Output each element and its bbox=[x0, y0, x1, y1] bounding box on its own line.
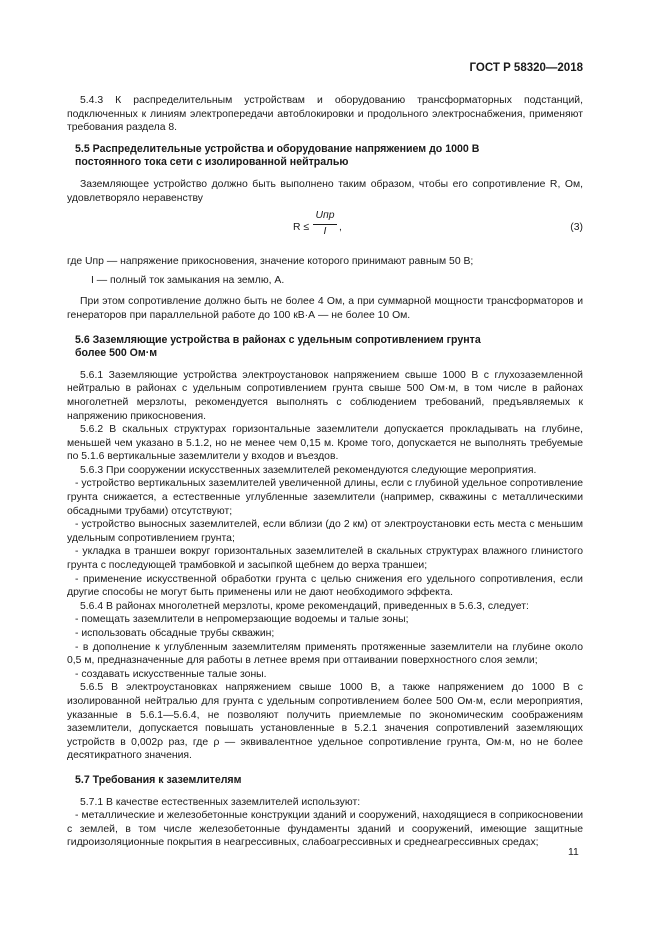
formula-denominator: I bbox=[323, 225, 327, 237]
formula-numerator: Uпр bbox=[313, 209, 337, 225]
where-line-2: I — полный ток замыкания на землю, А. bbox=[91, 274, 285, 286]
list-item: - применение искусственной обработки грунта с целью снижения его удельного сопротивления, если другие способы не могут быть применены или не дают необходимого эффекта. bbox=[67, 573, 583, 599]
list-item: - в дополнение к углубленным заземлителям применять протяженные заземлители на глубине около 0,5 м, предназначенные для работы в летнее время при оттаивании поверхностного слоя земли; bbox=[67, 641, 583, 667]
formula-lhs: R ≤ bbox=[293, 222, 310, 234]
list-item: - устройство выносных заземлителей, если вблизи (до 2 км) от электроустановки есть места с меньшим удельным сопротивлением грунта; bbox=[67, 519, 583, 544]
clause-5-7-1: 5.7.1 В качестве естественных заземлителей используют: bbox=[80, 796, 361, 808]
list-item: - металлические и железобетонные конструкции зданий и сооружений, находящиеся в соприкосновении с землей, в том числе железобетонные фундаменты зданий и сооружений, имеющие защитные гидроизоляционные покрытия в неагрессивных, слабоагрессивных и среднеагрессивных средах; bbox=[67, 810, 583, 849]
list-item: - создавать искусственные талые зоны. bbox=[75, 668, 267, 680]
page-number: 11 bbox=[568, 847, 579, 858]
clause-5-6-1: 5.6.1 Заземляющие устройства электроустановок напряжением свыше 1000 В с глухозаземленной нейтралью в районах с удельным сопротивлением грунта свыше 500 Ом·м, в том числе в районах многолетней мерзлоты, рекомендуется выполнять с соблюдением требований, предъявляемых к напряжению прикосновения. bbox=[67, 369, 583, 422]
list-item: - помещать заземлители в непромерзающие водоемы и талые зоны; bbox=[75, 614, 409, 626]
paragraph-5-5-limits: При этом сопротивление должно быть не более 4 Ом, а при суммарной мощности трансформаторов и генераторов при параллельной работе до 100 кВ·А — не более 10 Ом. bbox=[67, 296, 583, 321]
formula-tail: , bbox=[339, 222, 342, 234]
clause-5-4-3: 5.4.3 К распределительным устройствам и оборудованию трансформаторных подстанций, подключенных к линиям электропередачи автоблокировки и продольного электроснабжения, применяют требования раздела 8. bbox=[67, 95, 583, 134]
clause-5-6-5: 5.6.5 В электроустановках напряжением свыше 1000 В, а также напряжением до 1000 В с изолированной нейтралью для грунта с удельным сопротивлением более 500 Ом·м, если мероприятия, указанные в 5.6.1—5.6.4, не позволяют получить приемлемые по экономическим соображениям заземлители, допускается повышать установленные в 5.2.1 значения сопротивлений заземляющих устройств в 0,002ρ раз, где ρ — эквивалентное удельное сопротивление грунта, Ом·м, но не более десятикратного значения. bbox=[67, 682, 583, 762]
where-line-1: где Uпр — напряжение прикосновения, значение которого принимают равным 50 В; bbox=[67, 256, 474, 268]
list-item: - устройство вертикальных заземлителей увеличенной длины, если с глубиной удельное сопротивление грунта снижается, а естественные углубленные заземлители (например, скважины с металлическими обсадными трубами) отсутствуют; bbox=[67, 478, 583, 517]
clause-5-6-2: 5.6.2 В скальных структурах горизонтальные заземлители допускается прокладывать на глубине, меньшей чем указано в 5.1.2, но не менее чем 0,15 м. Кроме того, допускается не выполнять требуемые по 5.1.6 вертикальные заземлители у входов и въездов. bbox=[67, 424, 583, 463]
formula-3 bbox=[67, 209, 583, 247]
formula-fraction bbox=[313, 209, 337, 238]
document-header: ГОСТ Р 58320—2018 bbox=[469, 62, 583, 74]
clause-5-6-3: 5.6.3 При сооружении искусственных заземлителей рекомендуются следующие мероприятия. bbox=[80, 464, 537, 476]
section-heading-5-5: 5.5 Распределительные устройства и оборудование напряжением до 1000 В постоянного тока сети с изолированной нейтралью bbox=[75, 142, 480, 169]
list-item: - использовать обсадные трубы скважин; bbox=[75, 628, 275, 639]
page-body bbox=[67, 94, 583, 850]
section-heading-5-6: 5.6 Заземляющие устройства в районах с удельным сопротивлением грунта более 500 Ом·м bbox=[75, 333, 481, 360]
clause-5-6-4: 5.6.4 В районах многолетней мерзлоты, кроме рекомендаций, приведенных в 5.6.3, следует: bbox=[80, 600, 529, 612]
list-item: - укладка в траншеи вокруг горизонтальных заземлителей в скальных структурах влажного глинистого грунта с последующей трамбовкой и засыпкой щебнем до верха траншеи; bbox=[67, 546, 583, 572]
paragraph-5-5-intro: Заземляющее устройство должно быть выполнено таким образом, чтобы его сопротивление R, Ом, удовлетворяло неравенству bbox=[67, 178, 583, 204]
formula-number: (3) bbox=[570, 222, 583, 234]
section-heading-5-7: 5.7 Требования к заземлителям bbox=[75, 773, 242, 786]
